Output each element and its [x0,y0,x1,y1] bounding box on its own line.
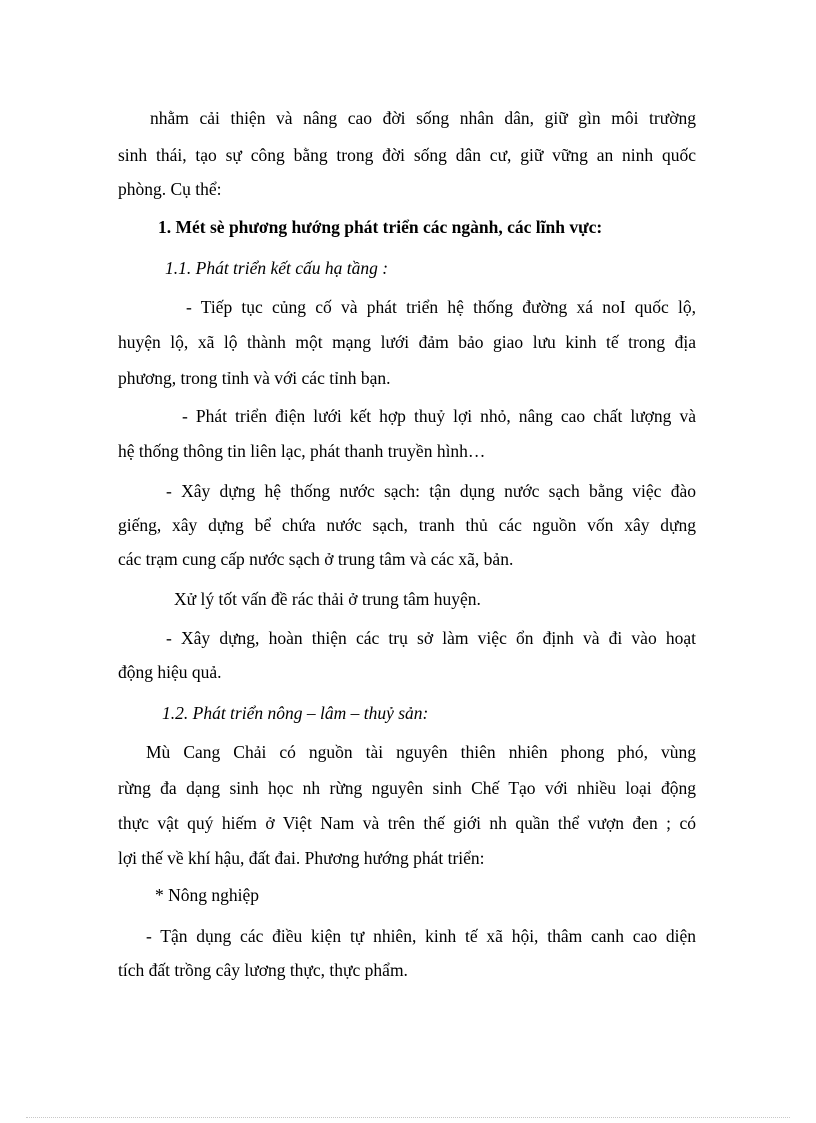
body-line: thực vật quý hiếm ở Việt Nam và trên thế giới nh quần thể vượn đen ; có [118,813,696,833]
subsection-heading: 1.1. Phát triển kết cấu hạ tầng : [165,258,389,278]
list-heading: * Nông nghiệp [155,885,260,905]
body-line: huyện lộ, xã lộ thành một mạng lưới đảm bảo giao lưu kinh tế trong địa [118,332,696,352]
body-line: phương, trong tỉnh và với các tỉnh bạn. [118,368,391,388]
body-line: - Xây dựng, hoàn thiện các trụ sở làm việc ổn định và đi vào hoạt [166,628,696,648]
body-line: - Xây dựng hệ thống nước sạch: tận dụng nước sạch bằng việc đào [166,481,696,501]
page-footer-rule [26,1117,790,1118]
body-line: động hiệu quả. [118,662,222,682]
body-line: sinh thái, tạo sự công bằng trong đời sống dân cư, giữ vững an ninh quốc [118,145,696,165]
body-line: phòng. Cụ thể: [118,179,222,199]
body-line: lợi thế về khí hậu, đất đai. Phương hướng phát triển: [118,848,485,868]
body-line: các trạm cung cấp nước sạch ở trung tâm và các xã, bản. [118,549,514,569]
body-line: giếng, xây dựng bể chứa nước sạch, tranh thủ các nguồn vốn xây dựng [118,515,696,535]
body-line: tích đất trồng cây lương thực, thực phẩm. [118,960,408,980]
body-line: - Phát triển điện lưới kết hợp thuỷ lợi nhỏ, nâng cao chất lượng và [182,406,696,426]
body-line: Mù Cang Chải có nguồn tài nguyên thiên nhiên phong phó, vùng [146,742,696,762]
body-line: - Tận dụng các điều kiện tự nhiên, kinh tế xã hội, thâm canh cao diện [146,926,696,946]
body-line: Xử lý tốt vấn đề rác thải ở trung tâm huyện. [174,589,481,609]
subsection-heading: 1.2. Phát triển nông – lâm – thuỷ sản: [162,703,429,723]
body-line: hệ thống thông tin liên lạc, phát thanh truyền hình… [118,441,486,461]
section-heading: 1. Mét sè phương hướng phát triển các ngành, các lĩnh vực: [158,217,603,237]
body-line: - Tiếp tục củng cố và phát triển hệ thống đường xá noI quốc lộ, [186,297,696,317]
body-line: nhằm cải thiện và nâng cao đời sống nhân dân, giữ gìn môi trường [150,108,696,128]
body-line: rừng đa dạng sinh học nh rừng nguyên sinh Chế Tạo với nhiều loại động [118,778,696,798]
